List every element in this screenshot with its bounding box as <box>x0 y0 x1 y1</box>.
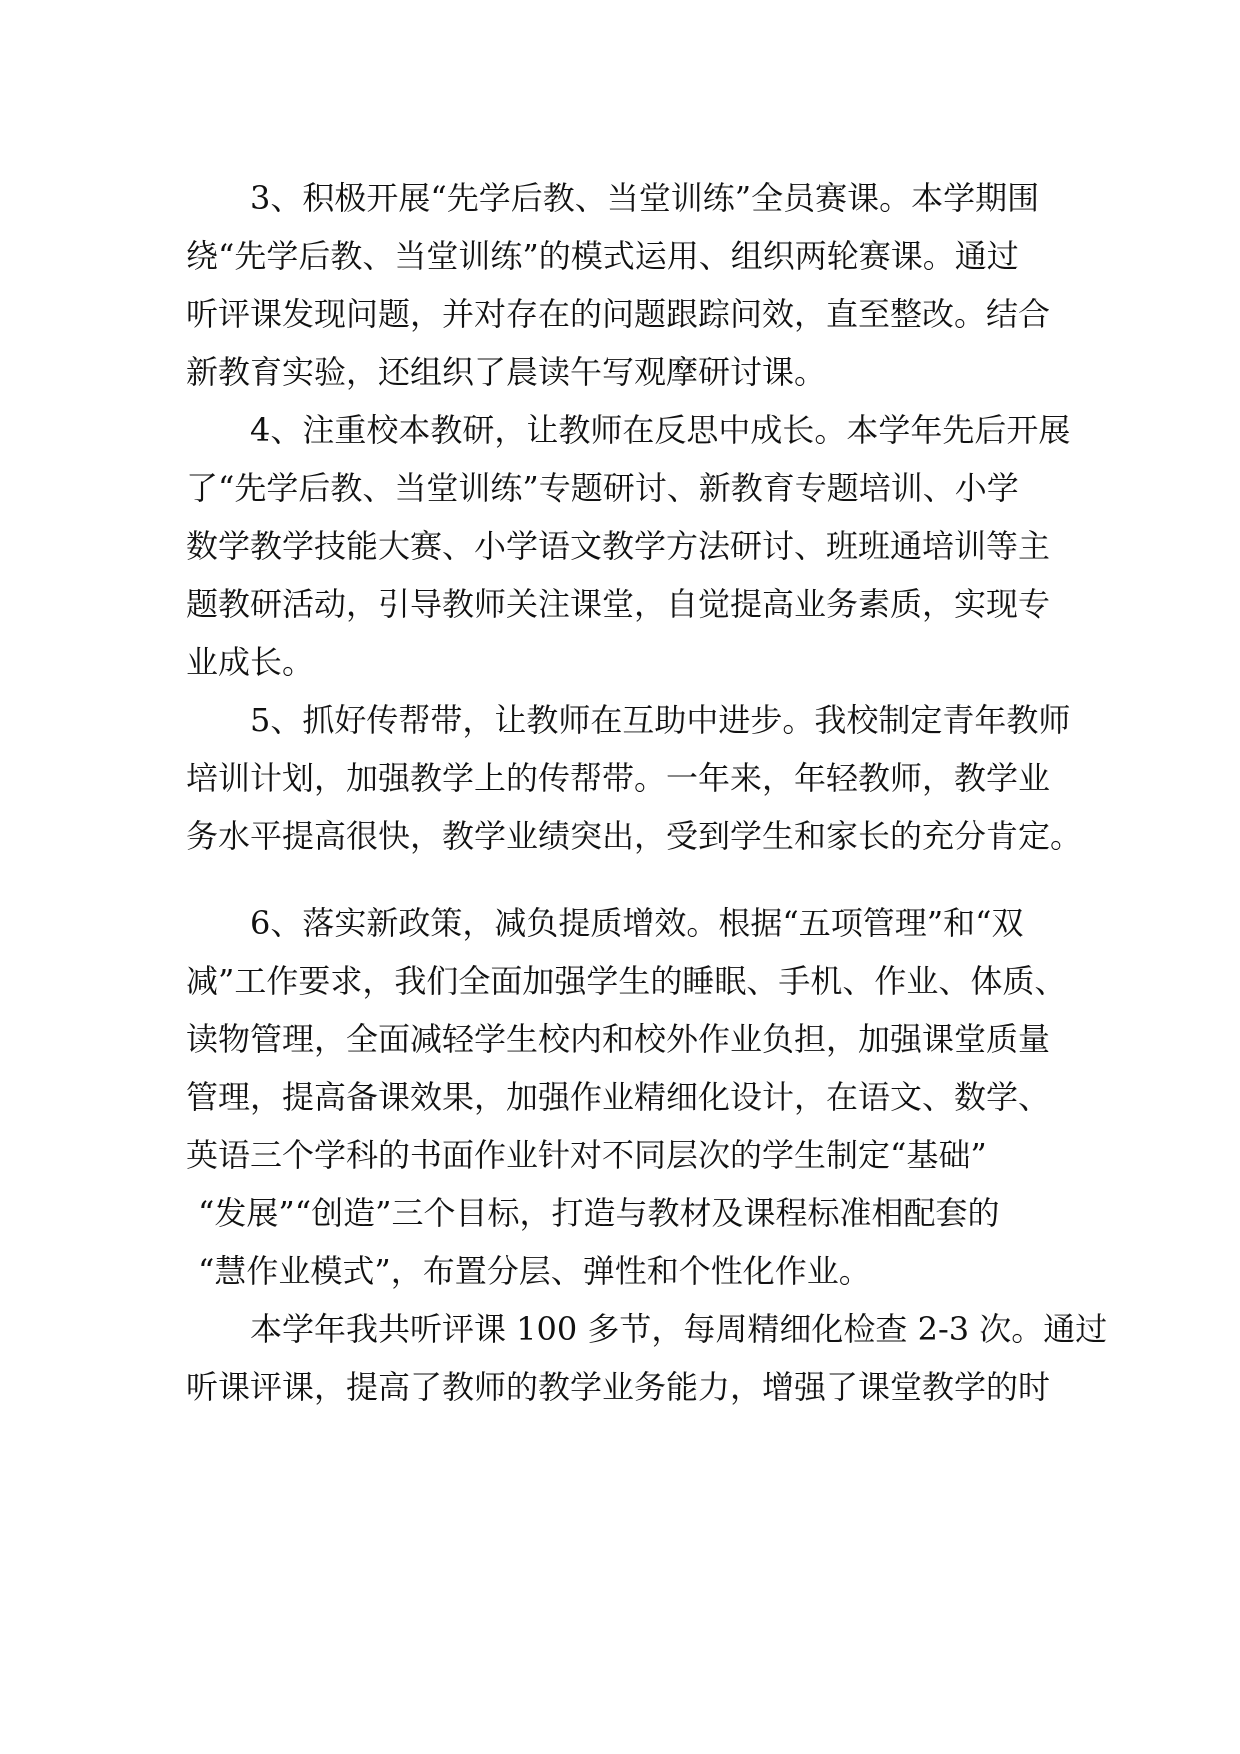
paragraph-3-line-3: 听评课发现问题，并对存在的问题跟踪问效，直至整改。结合 <box>186 295 1051 333</box>
paragraph-3-line-2: 绕“先学后教、当堂训练”的模式运用、组织两轮赛课。通过 <box>186 237 1019 275</box>
paragraph-4-line-4: 题教研活动，引导教师关注课堂，自觉提高业务素质，实现专 <box>186 585 1051 623</box>
paragraph-4-line-3: 数学教学技能大赛、小学语文教学方法研讨、班班通培训等主 <box>186 527 1051 565</box>
paragraph-7-line-2: 听课评课，提高了教师的教学业务能力，增强了课堂教学的时 <box>186 1368 1051 1406</box>
paragraph-5-line-3: 务水平提高很快，教学业绩突出，受到学生和家长的充分肯定。 <box>186 817 1083 855</box>
paragraph-6-line-1: 6、落实新政策，减负提质增效。根据“五项管理”和“双 <box>250 904 1024 942</box>
paragraph-6-line-7: “慧作业模式”，布置分层、弹性和个性化作业。 <box>198 1252 871 1290</box>
paragraph-4-line-2: 了“先学后教、当堂训练”专题研讨、新教育专题培训、小学 <box>186 469 1019 507</box>
paragraph-4-line-5: 业成长。 <box>186 643 315 681</box>
paragraph-5-line-2: 培训计划，加强教学上的传帮带。一年来，年轻教师，教学业 <box>186 759 1051 797</box>
paragraph-5-line-1: 5、抓好传帮带，让教师在互助中进步。我校制定青年教师 <box>250 701 1071 739</box>
paragraph-3-line-1: 3、积极开展“先学后教、当堂训练”全员赛课。本学期围 <box>250 179 1040 217</box>
paragraph-7-line-1: 本学年我共听评课 100 多节，每周精细化检查 2-3 次。通过 <box>250 1310 1108 1348</box>
paragraph-6-line-4: 管理，提高备课效果，加强作业精细化设计，在语文、数学、 <box>186 1078 1051 1116</box>
paragraph-6-line-5: 英语三个学科的书面作业针对不同层次的学生制定“基础” <box>186 1136 987 1174</box>
paragraph-6-line-6: “发展”“创造”三个目标，打造与教材及课程标准相配套的 <box>198 1194 1000 1232</box>
paragraph-3-line-4: 新教育实验，还组织了晨读午写观摩研讨课。 <box>186 353 827 391</box>
paragraph-4-line-1: 4、注重校本教研，让教师在反思中成长。本学年先后开展 <box>250 411 1071 449</box>
paragraph-6-line-3: 读物管理，全面减轻学生校内和校外作业负担，加强课堂质量 <box>186 1020 1051 1058</box>
paragraph-6-line-2: 减”工作要求，我们全面加强学生的睡眠、手机、作业、体质、 <box>186 962 1067 1000</box>
